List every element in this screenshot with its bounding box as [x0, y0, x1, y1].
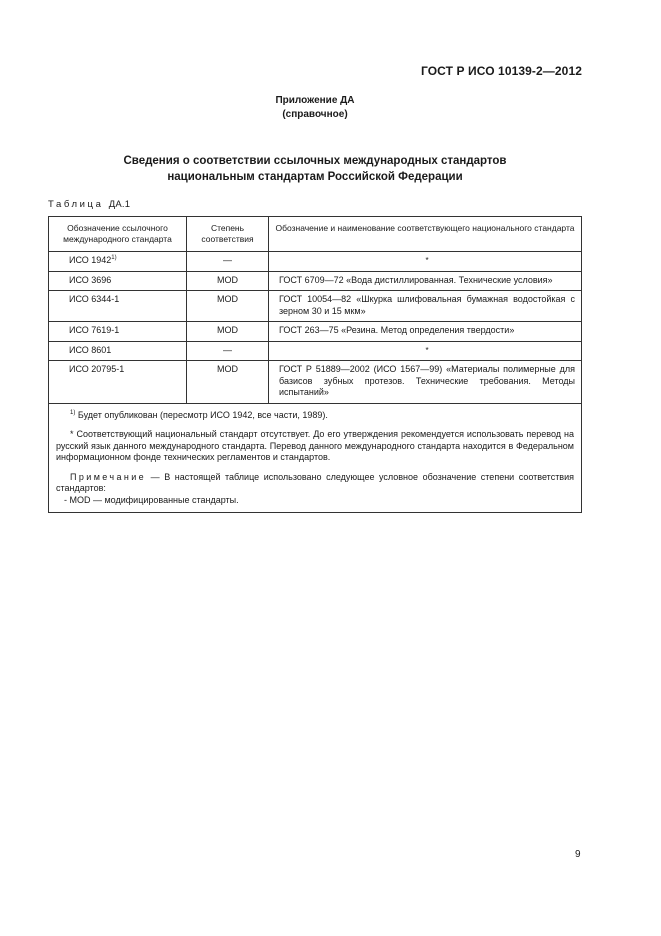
degree-cell: MOD [187, 291, 269, 322]
note-word: Примечание [70, 471, 147, 482]
title-line-2: национальным стандартам Российской Федерации [167, 171, 463, 183]
title-line-1: Сведения о соответствии ссылочных международных стандартов [123, 155, 507, 167]
ref-cell: ИСО 8601 [49, 341, 187, 361]
national-cell: ГОСТ 10054—82 «Шкурка шлифовальная бумажная водостойкая с зерном 30 и 15 мкм» [269, 291, 582, 322]
table-row [49, 322, 582, 342]
ref-cell: ИСО 3696 [49, 271, 187, 291]
document-code: ГОСТ Р ИСО 10139-2—2012 [420, 64, 582, 78]
note-text: — В настоящей таблице использовано следующее условное обозначение степени соответствия стандартов: [56, 471, 574, 493]
table-row [49, 252, 582, 272]
footnote [56, 410, 574, 422]
footnote-marker: 1) [70, 409, 76, 416]
footnote-text: Будет опубликован (пересмотр ИСО 1942, все части, 1989). [77, 409, 328, 420]
table-row [49, 271, 582, 291]
national-cell: ГОСТ Р 51889—2002 (ИСО 1567—99) «Материалы полимерные для базисов зубных протезов. Технические требования. Методы испытаний» [269, 361, 582, 404]
header-ref-standard: Обозначение ссылочного международного стандарта [49, 217, 187, 252]
table-row [49, 341, 582, 361]
national-cell: * [269, 252, 582, 272]
appendix-type: (справочное) [282, 109, 348, 120]
asterisk-note: * Соответствующий национальный стандарт отсутствует. До его утверждения рекомендуется использовать перевод на русский язык данного международного стандарта. Перевод данного международного стандарта находится в Федеральном информационном фонде технических регламентов и стандартов. [56, 429, 574, 462]
mod-definition: - MOD — модифицированные стандарты. [64, 494, 239, 505]
note [56, 472, 574, 507]
table-caption [48, 199, 130, 210]
table-row [49, 291, 582, 322]
degree-cell: — [187, 341, 269, 361]
national-cell: * [269, 341, 582, 361]
header-national-standard: Обозначение и наименование соответствующего национального стандарта [269, 217, 582, 252]
ref-cell: ИСО 6344-1 [49, 291, 187, 322]
footnote-marker: 1) [111, 255, 117, 261]
page-title [0, 153, 630, 185]
ref-cell: ИСО 20795-1 [49, 361, 187, 404]
header-degree: Степень соответствия [187, 217, 269, 252]
appendix-heading [0, 94, 630, 122]
ref-text: ИСО 1942 [69, 255, 112, 265]
table-notes-row [49, 403, 582, 513]
degree-cell: — [187, 252, 269, 272]
page-number: 9 [575, 849, 581, 860]
national-cell: ГОСТ 6709—72 «Вода дистиллированная. Технические условия» [269, 271, 582, 291]
ref-cell: ИСО 7619-1 [49, 322, 187, 342]
degree-cell: MOD [187, 361, 269, 404]
standards-table [48, 216, 582, 513]
table-row [49, 361, 582, 404]
appendix-label: Приложение ДА [275, 95, 355, 106]
table-header-row [49, 217, 582, 252]
national-cell: ГОСТ 263—75 «Резина. Метод определения твердости» [269, 322, 582, 342]
degree-cell: MOD [187, 322, 269, 342]
table-caption-word: Таблица [48, 199, 104, 210]
table-notes [49, 403, 582, 513]
table-caption-number: ДА.1 [108, 199, 131, 210]
degree-cell: MOD [187, 271, 269, 291]
ref-cell [49, 252, 187, 272]
